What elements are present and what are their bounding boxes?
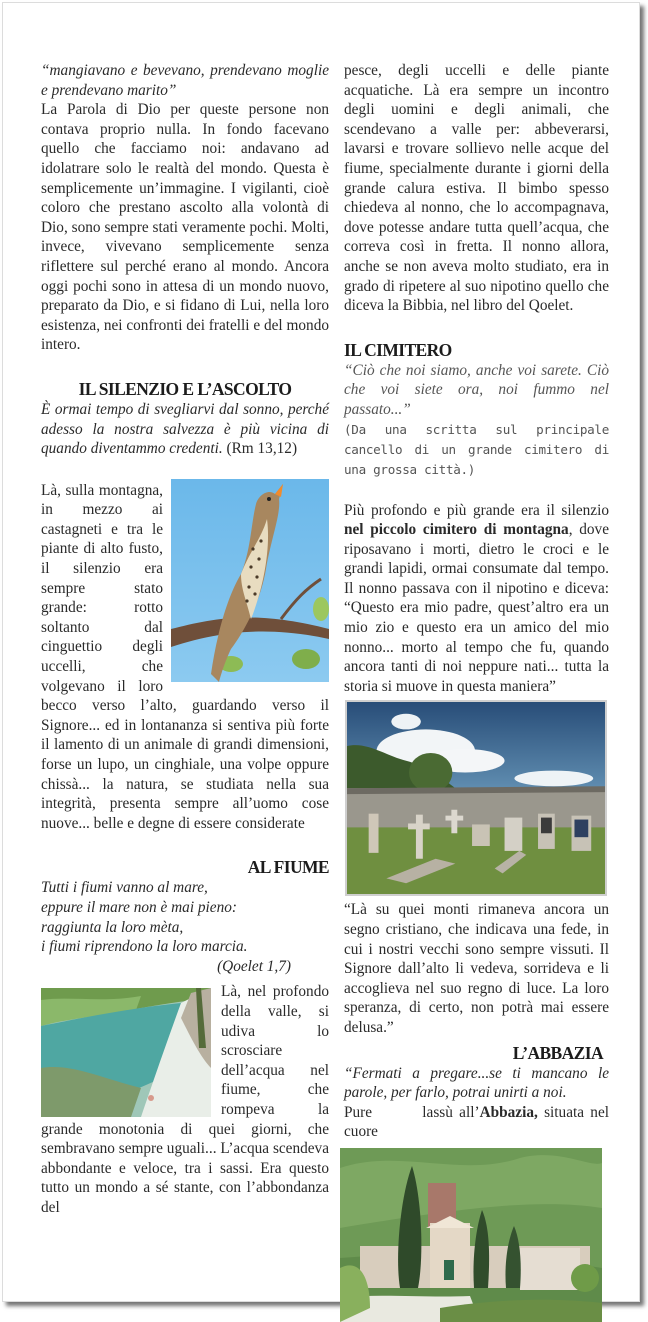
abbazia-para-bold: Abbazia,	[479, 1103, 538, 1121]
river-photo	[41, 988, 211, 1117]
heading-fiume: AL FIUME	[247, 857, 329, 878]
right-column	[344, 61, 613, 1322]
abbazia-paragraph	[344, 1103, 613, 1142]
fiume-body	[41, 982, 329, 1217]
verse-line: raggiunta la loro mèta,	[41, 918, 184, 936]
fiume-continuation: pesce, degli uccelli e delle piante acquatiche. Là era sempre un incontro degli uomini e degli animali, che scendevano a valle per: abbeverarsi, lavarsi e trovare sollievo nelle acque del fiume, specialmente durante i giorni della grande calura estiva. Il bimbo spesso chiedeva al nonno, che lo accompagnava, dove potesse andare tutta quell’acqua, che correva così in fretta. Il nonno allora, anche se non aveva molto studiato, era in grado di ripetere al suo nipotino quello che diceva la Bibbia, nel libro del Qoelet.	[344, 62, 609, 315]
abbazia-quote: “Fermati a pregare...se ti mancano le parole, per farlo, potrai unirti a noi.	[344, 1064, 609, 1102]
bird-photo	[171, 479, 329, 682]
cemetery-image	[345, 700, 607, 896]
cimitero-para-rest: , dove riposavano i morti, dietro le croci e le grandi lapidi, ormai consumate dal tempo. Il nonno passava con il nipotino e diceva: “Questo era mio padre, quest’altro era un mio zio e questo era un amico del mio nonno... morto al tempo che fu, quando ancora tanti di noi neppure nati... tutta la storia si muove in questa maniera”	[344, 521, 609, 695]
intro-paragraph: La Parola di Dio per queste persone non contava proprio nulla. In fondo facevano quello che facciamo noi: andavano ad idolatrare solo le realtà del mondo. Questa è semplicemente un’immagine. I vigilanti, cioè coloro che prestano ascolto alla volontà di Dio, sono sempre stati veramente pochi. Molti, invece, vivevano semplicemente senza riflettere sul perché erano al mondo. Ancora oggi pochi sono in attesa di un mondo nuovo, preparato da Dio, e si fidano di Lui, nella loro esistenza, nei confronti dei fratelli e del mondo intero.	[41, 101, 329, 354]
heading-abbazia: L’ABBAZIA	[512, 1042, 603, 1063]
verse-line: i fiumi riprendono la loro marcia.	[41, 938, 248, 956]
river-image	[41, 988, 211, 1117]
heading-silenzio: IL SILENZIO E L’ASCOLTO	[78, 378, 292, 399]
silenzio-paragraph: Là, sulla montagna, in mezzo ai castagneti e tra le piante di alto fusto, il silenzio era sempre stato grande: rotto soltanto dal cinguettio degli uccelli, che volgevano il loro becco verso l’alto, guardando verso il Signore... ed in lontananza si sentiva più forte il lamento di un animale di grandi dimensioni, forse un lupo, un cinghiale, una volpe oppure chissà... la natura, se studiata nella sua integrità, presenta sempre all’uomo cose nuove... belle e degne di essere considerate	[41, 481, 329, 832]
abbey-photo	[340, 1148, 602, 1322]
intro-quote: “mangiavano e bevevano, prendevano moglie e prendevano marito”	[41, 62, 329, 99]
silenzio-epigraph-text: È ormai tempo di svegliarvi dal sonno, perché adesso la nostra salvezza è più vicina di quando diventammo credenti.	[41, 400, 329, 458]
verse-line: eppure il mare non è mai pieno:	[41, 898, 237, 916]
cimitero-para-bold: nel piccolo cimitero di montagna	[344, 521, 569, 539]
cimitero-quote: “Ciò che noi siamo, anche voi sarete. Ciò che voi siete ora, noi fummo nel passato...”	[344, 361, 609, 418]
abbey-image	[340, 1148, 602, 1322]
silenzio-epigraph	[41, 400, 329, 459]
verse-line: Tutti i fiumi vanno al mare,	[41, 879, 208, 897]
cemetery-photo	[347, 702, 605, 894]
cimitero-para-start: Più profondo e più grande era il silenzio	[344, 501, 609, 519]
fiume-paragraph: Là, nel profondo della valle, si udiva lo scrosciare dell’acqua nel fiume, che rompeva la grande monotonia di quei giorni, che sembravano sempre uguali... L’acqua scendeva abbondante e veloce, tra i sassi. Era questo tutto un mondo a sé stante, con l’abbondanza del	[41, 983, 329, 1216]
fiume-verse	[41, 878, 329, 976]
abbazia-para-start: Pure lassù all’	[344, 1103, 480, 1121]
document-page	[2, 2, 640, 1302]
cimitero-source-note: (Da una scritta sul principale cancello di un grande cimitero di una grossa città.)	[344, 421, 609, 477]
verse-reference: (Qoelet 1,7)	[217, 957, 291, 975]
bird-image	[171, 479, 329, 682]
cimitero-paragraph	[344, 501, 609, 697]
silenzio-epigraph-ref: (Rm 13,12)	[222, 440, 298, 458]
heading-cimitero: IL CIMITERO	[344, 339, 452, 360]
abbazia-para-rest: situata nel cuore	[344, 1103, 613, 1141]
silenzio-body	[41, 481, 329, 834]
cimitero-closing: “Là su quei monti rimaneva ancora un segno cristiano, che indicava una fede, in cui i nostri vecchi sono sempre vissuti. Il Signore dall’alto li vedeva, sorrideva e li accoglieva nel suo regno di luce. La loro speranza, di certo, non potrà mai essere delusa.”	[344, 901, 609, 1036]
left-column	[41, 61, 329, 1217]
